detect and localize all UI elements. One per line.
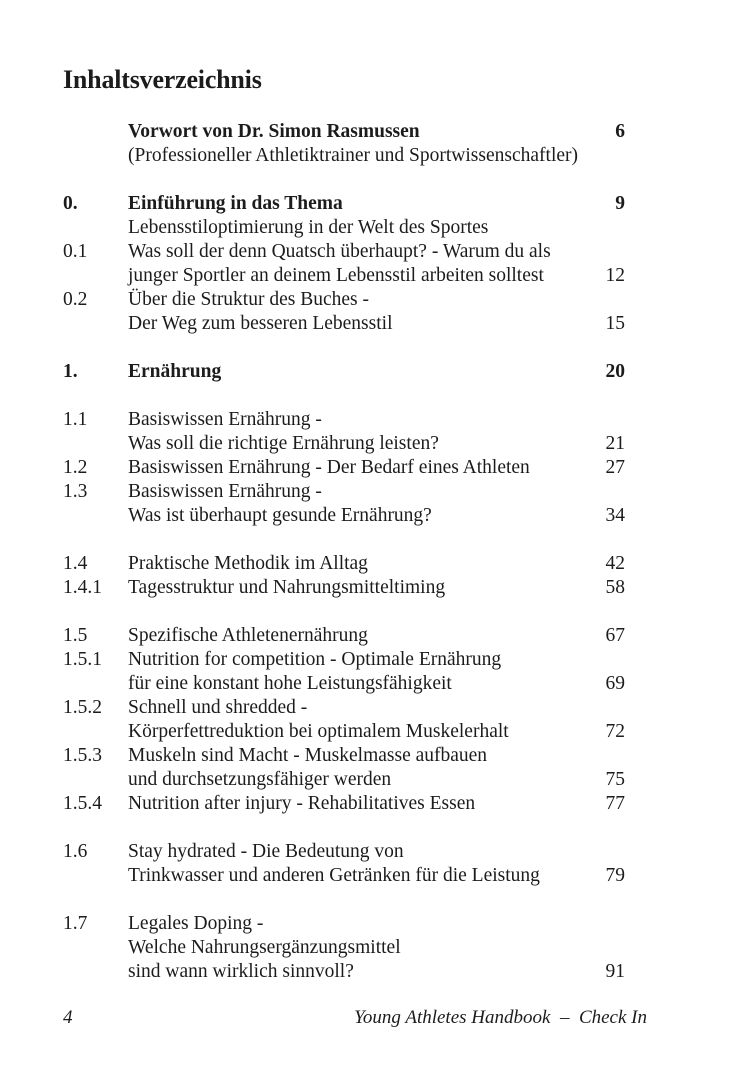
toc-entry-number: 0.2 xyxy=(63,289,88,310)
toc-entry-title xyxy=(128,696,581,744)
toc-entry-line: und durchsetzungsfähiger werden xyxy=(128,769,392,790)
toc-entry xyxy=(63,696,625,744)
toc-entry-line: Basiswissen Ernährung - xyxy=(128,481,322,502)
toc-entry-page: 21 xyxy=(605,433,625,454)
toc-entry-line: Einführung in das Thema xyxy=(128,193,343,214)
toc-entry xyxy=(63,624,625,648)
toc-entry-line: Vorwort von Dr. Simon Rasmussen xyxy=(128,121,420,142)
toc-group xyxy=(63,192,625,336)
toc-entry xyxy=(63,120,625,168)
toc-entry-number xyxy=(63,120,128,168)
toc-group xyxy=(63,552,625,600)
toc-entry-line: Nutrition for competition - Optimale Ernährung xyxy=(128,649,502,670)
toc-group xyxy=(63,408,625,528)
toc-entry xyxy=(63,744,625,792)
toc-entry-page: 72 xyxy=(605,721,625,742)
toc-entry-number: 1.4 xyxy=(63,553,88,574)
toc-entry-number: 1.6 xyxy=(63,841,88,862)
toc-entry-page: 9 xyxy=(615,193,625,214)
toc-entry-line: Muskeln sind Macht - Muskelmasse aufbauen xyxy=(128,745,488,766)
toc-entry-page: 34 xyxy=(605,505,625,526)
toc-entry-number: 1.5 xyxy=(63,625,88,646)
toc-entry-number: 1.2 xyxy=(63,457,88,478)
toc-group xyxy=(63,120,625,168)
toc-entry-line: Legales Doping - xyxy=(128,913,264,934)
toc-entry xyxy=(63,288,625,336)
toc-entry-line: Praktische Methodik im Alltag xyxy=(128,553,368,574)
toc-entry-line: Der Weg zum besseren Lebensstil xyxy=(128,313,393,334)
toc-entry-title xyxy=(128,120,581,168)
toc-entry-line: Basiswissen Ernährung - xyxy=(128,409,322,430)
page-footer xyxy=(63,1006,647,1030)
toc-entry-line: junger Sportler an deinem Lebensstil arbeiten solltest xyxy=(128,265,544,286)
page-title: Inhaltsverzeichnis xyxy=(63,65,262,94)
toc-entry-page: 69 xyxy=(605,673,625,694)
toc-entry-line: Lebensstiloptimierung in der Welt des Sportes xyxy=(128,217,489,238)
toc-group xyxy=(63,360,625,384)
toc-entry-page: 67 xyxy=(605,625,625,646)
toc-entry xyxy=(63,792,625,816)
toc-entry-line: Welche Nahrungsergänzungsmittel xyxy=(128,937,401,958)
toc-entry xyxy=(63,840,625,888)
toc-entry-number: 1.5.4 xyxy=(63,793,102,814)
toc-entry-line: Spezifische Athletenernährung xyxy=(128,625,368,646)
toc-entry-page: 6 xyxy=(615,121,625,142)
toc-entry xyxy=(63,192,625,240)
toc-entry-line: Ernährung xyxy=(128,361,222,382)
toc-entry-page: 91 xyxy=(605,961,625,982)
toc-entry-title xyxy=(128,576,581,600)
toc-entry-page: 79 xyxy=(605,865,625,886)
toc-entry-title xyxy=(128,912,581,984)
toc-entry-number: 1.3 xyxy=(63,481,88,502)
toc-entry-line: Tagesstruktur und Nahrungsmitteltiming xyxy=(128,577,446,598)
toc-entry-title xyxy=(128,192,581,240)
toc-entry-number: 1.5.3 xyxy=(63,745,102,766)
toc-entry-page: 15 xyxy=(605,313,625,334)
toc-entry-line: Nutrition after injury - Rehabilitatives Essen xyxy=(128,793,476,814)
toc-entry xyxy=(63,360,625,384)
toc-entry-page: 77 xyxy=(605,793,625,814)
toc-entry-page: 27 xyxy=(605,457,625,478)
toc-entry-page: 20 xyxy=(605,361,625,382)
toc-entry-line: Körperfettreduktion bei optimalem Muskelerhalt xyxy=(128,721,509,742)
toc-entry-title xyxy=(128,840,581,888)
toc-entry-line: sind wann wirklich sinnvoll? xyxy=(128,961,354,982)
toc-entry-line: (Professioneller Athletiktrainer und Sportwissenschaftler) xyxy=(128,145,579,166)
toc-entry-line: Basiswissen Ernährung - Der Bedarf eines Athleten xyxy=(128,457,530,478)
toc-entry-title xyxy=(128,408,581,456)
toc-list xyxy=(63,120,625,984)
toc-entry-line: Was soll der denn Quatsch überhaupt? - Warum du als xyxy=(128,241,551,262)
toc-entry-title xyxy=(128,360,581,384)
toc-group xyxy=(63,912,625,984)
toc-entry-line: Was soll die richtige Ernährung leisten? xyxy=(128,433,439,454)
toc-entry-title xyxy=(128,288,581,336)
toc-entry-title xyxy=(128,456,581,480)
toc-entry-page: 58 xyxy=(605,577,625,598)
toc-entry-number: 0.1 xyxy=(63,241,88,262)
toc-entry-number: 1.7 xyxy=(63,913,88,934)
toc-entry-number: 0. xyxy=(63,193,78,214)
toc-entry-title xyxy=(128,744,581,792)
toc-entry xyxy=(63,648,625,696)
toc-entry-number: 1. xyxy=(63,361,78,382)
toc-entry-number: 1.1 xyxy=(63,409,88,430)
toc-entry-number: 1.5.1 xyxy=(63,649,102,670)
toc-entry xyxy=(63,576,625,600)
toc-entry xyxy=(63,240,625,288)
footer-page-number: 4 xyxy=(63,1007,73,1028)
toc-entry-title xyxy=(128,792,581,816)
toc-entry xyxy=(63,912,625,984)
toc-entry-line: Schnell und shredded - xyxy=(128,697,308,718)
toc-entry xyxy=(63,408,625,456)
toc-entry-line: Stay hydrated - Die Bedeutung von xyxy=(128,841,404,862)
toc-entry-page: 12 xyxy=(605,265,625,286)
toc-entry-title xyxy=(128,552,581,576)
toc-entry-title xyxy=(128,240,581,288)
toc-entry-page: 42 xyxy=(605,553,625,574)
toc-entry-number: 1.4.1 xyxy=(63,577,102,598)
toc-entry-line: für eine konstant hohe Leistungsfähigkeit xyxy=(128,673,452,694)
toc-entry xyxy=(63,552,625,576)
toc-entry-line: Über die Struktur des Buches - xyxy=(128,289,369,310)
toc-entry-title xyxy=(128,648,581,696)
toc-entry xyxy=(63,456,625,480)
footer-book-title: Young Athletes Handbook – Check In xyxy=(354,1007,647,1028)
toc-group xyxy=(63,624,625,816)
toc-entry xyxy=(63,480,625,528)
toc-entry-title xyxy=(128,624,581,648)
toc-entry-line: Trinkwasser und anderen Getränken für die Leistung xyxy=(128,865,540,886)
toc-entry-page: 75 xyxy=(605,769,625,790)
toc-entry-title xyxy=(128,480,581,528)
toc-entry-number: 1.5.2 xyxy=(63,697,102,718)
toc-entry-line: Was ist überhaupt gesunde Ernährung? xyxy=(128,505,432,526)
toc-group xyxy=(63,840,625,888)
